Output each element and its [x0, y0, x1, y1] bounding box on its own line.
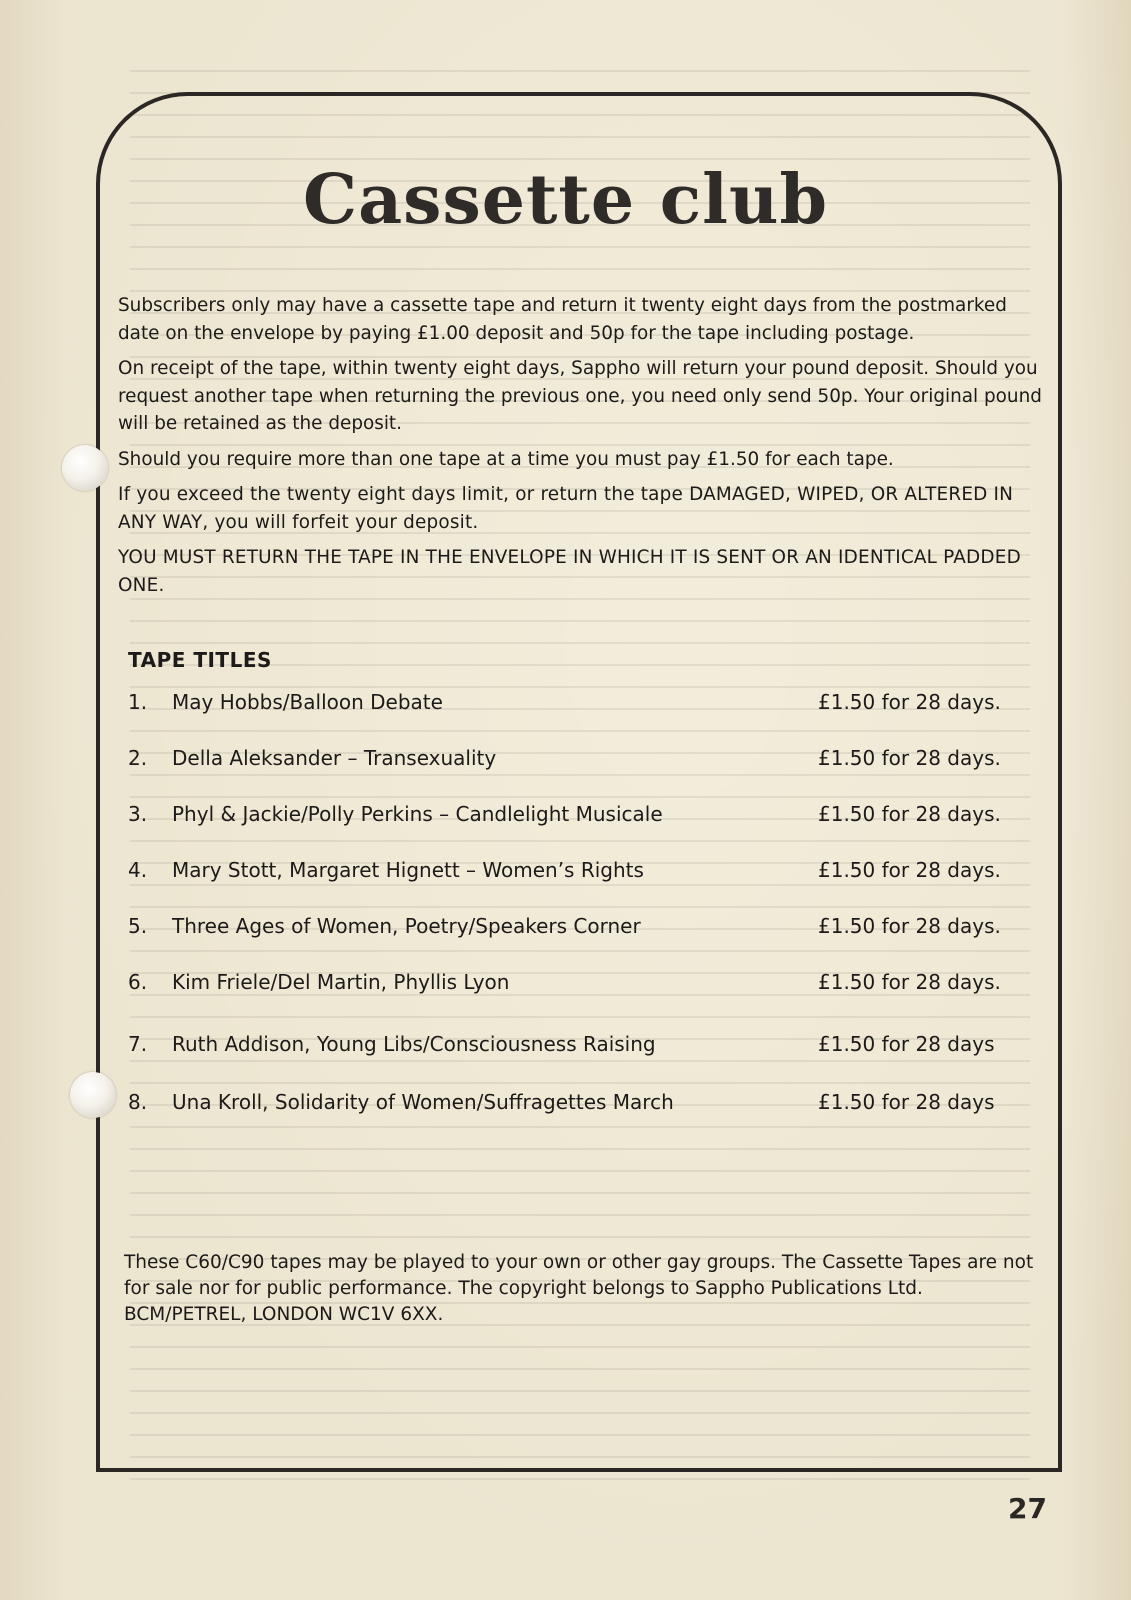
tape-price: £1.50 for 28 days. — [818, 802, 1001, 826]
tape-title: Una Kroll, Solidarity of Women/Suffragettes March — [172, 1090, 674, 1114]
tape-row — [128, 802, 1038, 842]
intro-text — [118, 292, 1043, 607]
tape-number: 6. — [128, 970, 148, 994]
paragraph-receipt: On receipt of the tape, within twenty eight days, Sappho will return your pound deposit. Should you request another tape when returning the previous one, you need only send 50p. Your original pound will be retained as the deposit. — [118, 358, 1042, 434]
punch-hole-icon — [62, 445, 108, 491]
tape-number: 1. — [128, 690, 148, 714]
tape-price: £1.50 for 28 days. — [818, 858, 1001, 882]
tape-title: Della Aleksander – Transexuality — [172, 746, 497, 770]
tape-number: 5. — [128, 914, 148, 938]
tape-row — [128, 746, 1038, 786]
tape-number: 8. — [128, 1090, 148, 1114]
tape-price: £1.50 for 28 days. — [818, 914, 1001, 938]
tape-title: Kim Friele/Del Martin, Phyllis Lyon — [172, 970, 510, 994]
tape-price: £1.50 for 28 days — [818, 1032, 995, 1056]
punch-hole-icon — [70, 1072, 116, 1118]
page-number: 27 — [1008, 1492, 1047, 1525]
tape-title: Mary Stott, Margaret Hignett – Women’s Rights — [172, 858, 644, 882]
tape-title: Three Ages of Women, Poetry/Speakers Corner — [172, 914, 641, 938]
tape-number: 7. — [128, 1032, 148, 1056]
tape-number: 4. — [128, 858, 148, 882]
tape-row — [128, 914, 1038, 954]
copyright-notice: These C60/C90 tapes may be played to your own or other gay groups. The Cassette Tapes are not for sale nor for public performance. The copyright belongs to Sappho Publications Ltd. BCM/PETREL, LONDON WC1V 6XX. — [124, 1252, 1034, 1325]
tape-row — [128, 1090, 1038, 1130]
tape-title: May Hobbs/Balloon Debate — [172, 690, 443, 714]
paragraph-multiple-tapes: Should you require more than one tape at a time you must pay £1.50 for each tape. — [118, 448, 894, 470]
tape-number: 3. — [128, 802, 148, 826]
tape-title: Ruth Addison, Young Libs/Consciousness Raising — [172, 1032, 656, 1056]
tape-number: 2. — [128, 746, 148, 770]
paragraph-forfeit: If you exceed the twenty eight days limit, or return the tape DAMAGED, WIPED, OR ALTERED IN ANY WAY, you will forfeit your deposit. — [118, 484, 1014, 533]
tape-row — [128, 690, 1038, 730]
tape-title: Phyl & Jackie/Polly Perkins – Candlelight Musicale — [172, 802, 663, 826]
page-title: Cassette club — [303, 160, 828, 240]
paragraph-subscribers: Subscribers only may have a cassette tape and return it twenty eight days from the postmarked date on the envelope by paying £1.00 deposit and 50p for the tape including postage. — [118, 295, 1007, 344]
paragraph-return-envelope: YOU MUST RETURN THE TAPE IN THE ENVELOPE IN WHICH IT IS SENT OR AN IDENTICAL PADDED ONE. — [118, 547, 1021, 596]
tape-price: £1.50 for 28 days — [818, 1090, 995, 1114]
tape-row — [128, 858, 1038, 898]
tape-titles-heading: TAPE TITLES — [128, 648, 272, 672]
tape-price: £1.50 for 28 days. — [818, 746, 1001, 770]
tape-price: £1.50 for 28 days. — [818, 970, 1001, 994]
tape-row — [128, 1032, 1038, 1072]
tape-price: £1.50 for 28 days. — [818, 690, 1001, 714]
tape-row — [128, 970, 1038, 1010]
